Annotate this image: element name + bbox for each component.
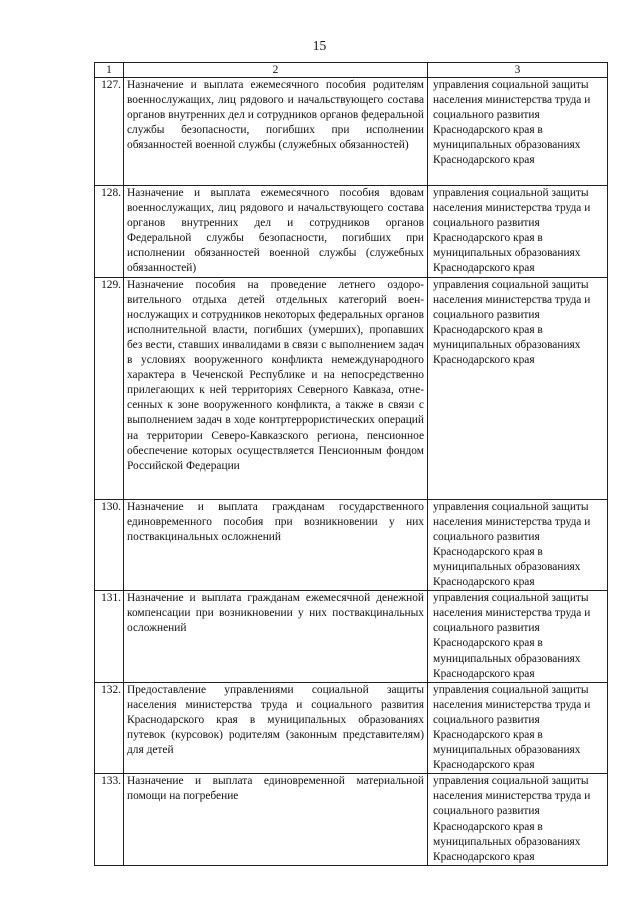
- table-row: [95, 591, 608, 683]
- responsible-agency: управления социальной защиты населения министерства труда и социального развития Краснодарского края в муниципальных образованиях Краснодарского края: [428, 774, 608, 866]
- row-number: 129.: [95, 277, 124, 499]
- service-description: Назначение и выплата ежемесячного пособия вдовам военнослужащих, лиц рядового и начальствующего состава органов внутренних дел и сотрудников органов Федеральной службы безопасности, погибших при исполнении обязанностей военной службы (служебных обязанностей): [124, 186, 428, 278]
- service-description: Назначение и выплата единовременной материальной помощи на погребение: [124, 774, 428, 866]
- table-row: [95, 682, 608, 774]
- responsible-agency: управления социальной защиты населения министерства труда и социального развития Краснодарского края в муниципальных образованиях Краснодарского края: [428, 499, 608, 591]
- row-number: 127.: [95, 78, 124, 186]
- table-row: [95, 277, 608, 499]
- responsible-agency: управления социальной защиты населения министерства труда и социального развития Краснодарского края в муниципальных образованиях Краснодарского края: [428, 591, 608, 683]
- responsible-agency: управления социальной защиты населения министерства труда и социального развития Краснодарского края в муниципальных образованиях Краснодарского края: [428, 186, 608, 278]
- service-description: Назначение и выплата ежемесячного пособия родителям военнослужащих, лиц рядового и начальствующего состава органов внутренних дел и сотрудников органов федеральной службы безопасности, погибших при исполнении обязанностей военной службы (служебных обязанностей): [124, 78, 428, 186]
- row-number: 132.: [95, 682, 124, 774]
- service-description: Назначение и выплата гражданам государственного единовременного пособия при возникновении у них поствакцинальных осложнений: [124, 499, 428, 591]
- service-description: Назначение пособия на проведение летнего оздоровительного отдыха детей отдельных категорий военнослужащих и сотрудников некоторых федеральных органов исполнительной власти, погибших (умерших), пропавших без вести, ставших инвалидами в связи с выполнением задач в условиях вооруженного конфликта немеждународного характера в Чеченской Республике и на непосредственно прилегающих к ней территориях Северного Кавказа, отнесенных к зоне вооруженного конфликта, а также в связи с выполнением задач в ходе контртеррористических операций на территории Северо-Кавказского региона, пенсионное обеспечение которых осуществляется Пенсионным фондом Российской Федерации: [124, 277, 428, 499]
- table-row: [95, 774, 608, 866]
- row-number: 128.: [95, 186, 124, 278]
- row-number: 130.: [95, 499, 124, 591]
- service-description: Предоставление управлениями социальной защиты населения министерства труда и социального развития Краснодарского края в муниципальных образованиях путевок (курсовок) родителям (законным представителям) для детей: [124, 682, 428, 774]
- column-header: 1: [95, 63, 124, 78]
- table-header-row: [95, 63, 608, 78]
- table-row: [95, 499, 608, 591]
- responsible-agency: управления социальной защиты населения министерства труда и социального развития Краснодарского края в муниципальных образованиях Краснодарского края: [428, 277, 608, 499]
- column-header: 3: [428, 63, 608, 78]
- service-description: Назначение и выплата гражданам ежемесячной денежной компенсации при возникновении у них поствакцинальных осложнений: [124, 591, 428, 683]
- row-number: 131.: [95, 591, 124, 683]
- services-table: [94, 62, 608, 866]
- responsible-agency: управления социальной защиты населения министерства труда и социального развития Краснодарского края в муниципальных образованиях Краснодарского края: [428, 682, 608, 774]
- table-row: [95, 78, 608, 186]
- page-number: 15: [312, 38, 327, 53]
- column-header: 2: [124, 63, 428, 78]
- table-row: [95, 186, 608, 278]
- row-number: 133.: [95, 774, 124, 866]
- responsible-agency: управления социальной защиты населения министерства труда и социального развития Краснодарского края в муниципальных образованиях Краснодарского края: [428, 78, 608, 186]
